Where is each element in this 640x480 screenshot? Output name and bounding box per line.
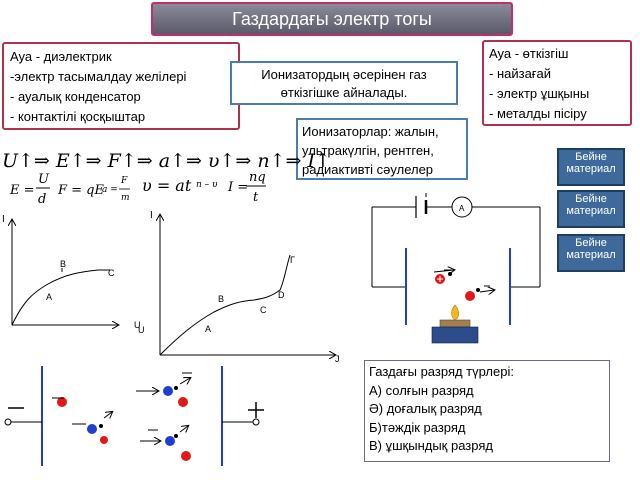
formula-a-label: a = (102, 185, 118, 195)
graph1-label-u: U (134, 320, 141, 330)
video-button-1[interactable]: Бейне материал (557, 148, 625, 186)
formula-a-num: F (121, 176, 128, 186)
graph1-label-b: B (60, 259, 67, 269)
graph2-label-b: B (218, 294, 225, 304)
electron (476, 288, 480, 292)
dielectric-line: - ауалық конденсатор (10, 89, 141, 104)
graph1-curve (12, 270, 110, 325)
formula-v: υ = at (142, 176, 192, 195)
formula-n-v: n – υ (196, 180, 218, 190)
positive-ion (465, 291, 475, 301)
formula-i-num: nq (249, 170, 266, 185)
graph1-label-i: I (2, 214, 5, 225)
formula-chain: U↑⇒ E↑⇒ F↑⇒ a↑⇒ υ↑⇒ n↑⇒ I↑ (2, 150, 331, 172)
graph2-label-c: C (260, 305, 267, 315)
video-button-2[interactable]: Бейне материал (557, 190, 625, 228)
graph2-label-u: U (138, 325, 145, 335)
formula-i-label: I = (228, 180, 249, 195)
ionizer-effect-line: Ионизатордың әсерінен газ (261, 67, 427, 82)
discharge-item: Ә) доғалық разряд (369, 401, 482, 416)
dielectric-line: - контактілі қосқыштар (10, 109, 146, 124)
graph-2 (160, 215, 335, 355)
graph2-label-j: J (335, 354, 340, 364)
conductor-line: Ауа - өткізгіш (489, 46, 569, 61)
graph2-label-g: Г (290, 255, 295, 265)
graph2-label-a: A (205, 324, 212, 334)
graph1-label-a: A (46, 292, 53, 302)
graph1-label-c: C (108, 268, 115, 278)
ionizers-line: ультракүлгін, рентген, (302, 143, 434, 158)
page-title: Газдардағы электр тогы (151, 2, 513, 36)
circuit-diagram (372, 193, 540, 325)
dielectric-line: -электр тасымалдау желілері (10, 69, 187, 84)
formula-e-num: U (38, 172, 49, 187)
discharge-item: Б)тәждік разряд (369, 419, 466, 435)
conductor-line: - найзағай (489, 66, 552, 81)
formula-a-den: m (121, 193, 130, 203)
formula-e-den: d (38, 192, 47, 207)
electron (448, 272, 452, 276)
conductor-line: - металды пісіру (489, 106, 587, 121)
conductor-line: - электр ұшқыны (489, 86, 590, 101)
formula-f: F = qE (58, 183, 104, 198)
discharge-item: В) ұшқындық разряд (369, 438, 493, 453)
discharge-types-box (364, 360, 610, 462)
formula-e-label: E = (10, 183, 35, 198)
discharge-heading: Газдағы разряд түрлері: (369, 364, 514, 379)
graph2-label-i: I (150, 210, 153, 221)
graph-1 (12, 220, 118, 325)
ionizers-line: радиактивті сәулелер (302, 162, 434, 177)
graph2-curve (160, 255, 290, 355)
burner-icon (432, 305, 478, 343)
ionizer-effect-line: өткізгішке айналады. (280, 85, 408, 100)
discharge-item: А) солғын разряд (369, 382, 474, 398)
formula-i-den: t (253, 190, 259, 205)
dielectric-line: Ауа - диэлектрик (10, 49, 112, 64)
ion-field-diagram (5, 366, 264, 466)
ionizers-line: Ионизаторлар: жалын, (302, 124, 439, 139)
circuit-ions (434, 270, 494, 301)
graph2-label-d: D (278, 290, 285, 300)
ammeter-label: A (459, 204, 465, 213)
video-button-3[interactable]: Бейне материал (557, 234, 625, 272)
